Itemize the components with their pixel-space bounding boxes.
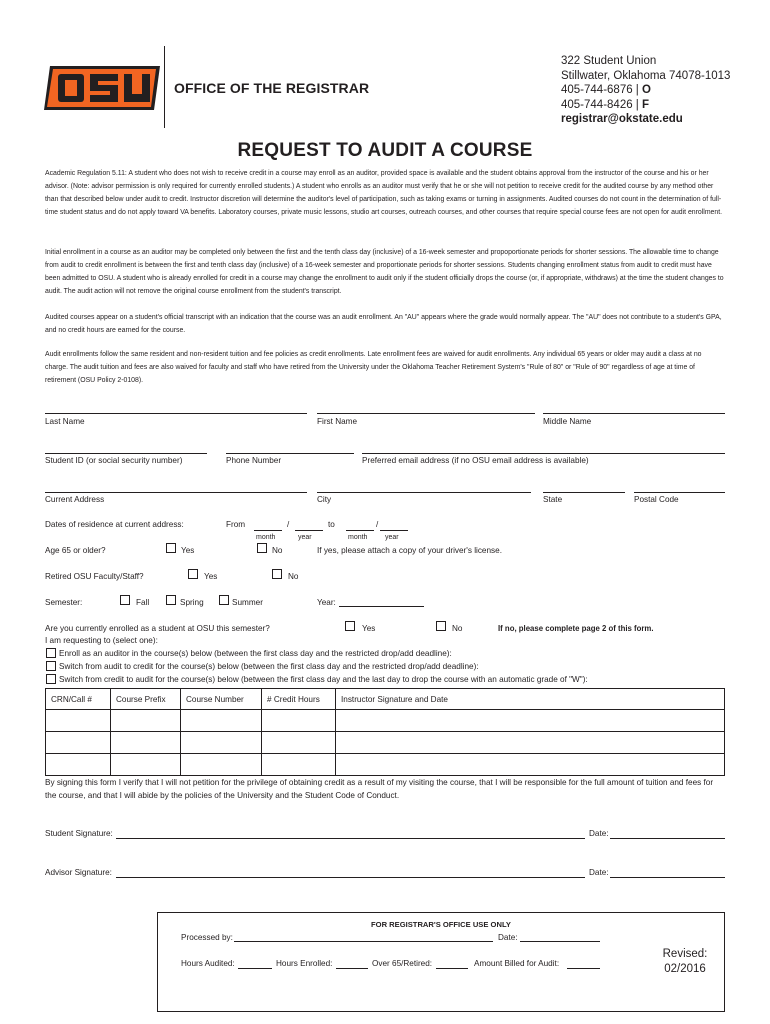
table-cell[interactable] bbox=[262, 754, 336, 776]
year-line[interactable] bbox=[339, 606, 424, 607]
hours-enrolled-label: Hours Enrolled: bbox=[276, 959, 333, 968]
requesting-label: I am requesting to (select one): bbox=[45, 636, 158, 645]
spring-label: Spring bbox=[180, 598, 204, 607]
table-cell[interactable] bbox=[46, 754, 111, 776]
spring-checkbox[interactable] bbox=[166, 595, 176, 605]
age65-yes-label: Yes bbox=[181, 546, 195, 555]
page2-note: If no, please complete page 2 of this form. bbox=[498, 624, 654, 633]
table-row bbox=[46, 754, 725, 776]
postal-code-label: Postal Code bbox=[634, 495, 679, 504]
amount-billed-label: Amount Billed for Audit: bbox=[474, 959, 560, 968]
age65-label: Age 65 or older? bbox=[45, 546, 106, 555]
hours-audited-label: Hours Audited: bbox=[181, 959, 235, 968]
table-cell[interactable] bbox=[111, 732, 181, 754]
semester-label: Semester: bbox=[45, 598, 83, 607]
retired-yes-checkbox[interactable] bbox=[188, 569, 198, 579]
student-id-label: Student ID (or social security number) bbox=[45, 456, 183, 465]
phone-number-label: Phone Number bbox=[226, 456, 282, 465]
retired-label: Retired OSU Faculty/Staff? bbox=[45, 572, 144, 581]
from-slash: / bbox=[287, 520, 290, 529]
city-line[interactable] bbox=[317, 492, 531, 493]
retired-no-checkbox[interactable] bbox=[272, 569, 282, 579]
office-date-label: Date: bbox=[498, 933, 518, 942]
option-enroll-auditor-checkbox[interactable] bbox=[46, 648, 56, 658]
retired-yes-label: Yes bbox=[204, 572, 218, 581]
license-note: If yes, please attach a copy of your driver's license. bbox=[317, 546, 502, 555]
enrolled-no-checkbox[interactable] bbox=[436, 621, 446, 631]
office-date-line[interactable] bbox=[520, 941, 600, 942]
state-label: State bbox=[543, 495, 563, 504]
fall-label: Fall bbox=[136, 598, 150, 607]
to-slash: / bbox=[376, 520, 379, 529]
current-address-line[interactable] bbox=[45, 492, 307, 493]
age65-no-label: No bbox=[272, 546, 283, 555]
header-crn: CRN/Call # bbox=[46, 689, 111, 710]
last-name-label: Last Name bbox=[45, 417, 85, 426]
from-label: From bbox=[226, 520, 246, 529]
paragraph-regulation: Academic Regulation 5.11: A student who does not wish to receive credit in a course may enroll as an auditor, provided space is available and the student obtains approval from the instructor of the course and his or her advisor. (Note: advisor permission is only required for currently enrolled students.) A student who enrolls as an auditor must verify that he or she will not petition to receive credit for the audited course by any method other than that described below under audit to credit. Instructor discretion will determine the auditor's level of participation, such as taking exams or turning in assignments. Audited courses do not count in the determination of full-time student status and do not apply toward VA benefits. Laboratory courses, private music lessons, studio art courses, outreach courses, and other courses that require special course fees are not open for audit enrollment. bbox=[45, 170, 723, 216]
enrolled-yes-label: Yes bbox=[362, 624, 376, 633]
revised-label: Revised: bbox=[662, 948, 708, 960]
paragraph-enrollment: Initial enrollment in a course as an auditor may be completed only between the first and the tenth class day (inclusive) of a 16-week semester and propoportionate periods for shorter sessions. The allowable time to change from audit to credit enrollment is between the first and tenth class day (inclusive) of a 16-week semester and proportionate periods for shorter sessions. Students changing enrollment status from audit to credit must have been admitted to OSU. A student who is already enrolled for credit in a course may change the enrollment to audit only if the student officially drops the course (or, if appropriate, withdraws) at the time the student changes to audit. The audit action will not remove the original course enrollment from the student's transcript. bbox=[45, 249, 724, 295]
header-course-number: Course Number bbox=[181, 689, 262, 710]
fall-checkbox[interactable] bbox=[120, 595, 130, 605]
option-credit-to-audit-checkbox[interactable] bbox=[46, 674, 56, 684]
option-credit-to-audit-label: Switch from credit to audit for the course(s) below (between the first class day and the last day to drop the course with an automatic grade of "W"): bbox=[59, 675, 588, 684]
fax-suffix: F bbox=[642, 98, 650, 111]
header-instructor-signature: Instructor Signature and Date bbox=[336, 689, 725, 710]
student-date-label: Date: bbox=[589, 829, 609, 838]
form-title: REQUEST TO AUDIT A COURSE bbox=[237, 140, 533, 161]
over65-label: Over 65/Retired: bbox=[372, 959, 433, 968]
table-cell[interactable] bbox=[111, 710, 181, 732]
option-enroll-auditor-label: Enroll as an auditor in the course(s) below (between the first class day and the restricted drop/add deadline): bbox=[59, 649, 452, 658]
advisor-signature-line[interactable] bbox=[116, 877, 585, 878]
processed-by-label: Processed by: bbox=[181, 933, 233, 942]
student-date-line[interactable] bbox=[610, 838, 725, 839]
revised-note bbox=[640, 947, 730, 977]
option-audit-to-credit-label: Switch from audit to credit for the course(s) below (between the first class day and the restricted drop/add deadline): bbox=[59, 662, 479, 671]
middle-name-label: Middle Name bbox=[543, 417, 592, 426]
to-month-caption: month bbox=[348, 534, 368, 541]
table-cell[interactable] bbox=[336, 754, 725, 776]
hours-enrolled-line[interactable] bbox=[336, 968, 368, 969]
summer-checkbox[interactable] bbox=[219, 595, 229, 605]
from-year-line[interactable] bbox=[295, 530, 323, 531]
retired-no-label: No bbox=[288, 572, 299, 581]
email-label: Preferred email address (if no OSU email address is available) bbox=[362, 456, 589, 465]
advisor-date-line[interactable] bbox=[610, 877, 725, 878]
office-title: OFFICE OF THE REGISTRAR bbox=[174, 80, 370, 96]
summer-label: Summer bbox=[232, 598, 263, 607]
address-line-1: 322 Student Union bbox=[561, 55, 657, 67]
state-line[interactable] bbox=[543, 492, 625, 493]
last-name-line[interactable] bbox=[45, 413, 307, 414]
table-cell[interactable] bbox=[181, 710, 262, 732]
first-name-line[interactable] bbox=[317, 413, 535, 414]
option-audit-to-credit-checkbox[interactable] bbox=[46, 661, 56, 671]
from-year-caption: year bbox=[298, 534, 312, 541]
header-divider bbox=[164, 46, 165, 128]
current-address-label: Current Address bbox=[45, 495, 105, 504]
dates-residence-label: Dates of residence at current address: bbox=[45, 520, 184, 529]
email-address[interactable]: registrar@okstate.edu bbox=[561, 113, 683, 125]
to-year-line[interactable] bbox=[380, 530, 408, 531]
middle-name-line[interactable] bbox=[543, 413, 725, 414]
table-cell[interactable] bbox=[336, 732, 725, 754]
table-cell[interactable] bbox=[336, 710, 725, 732]
from-month-line[interactable] bbox=[254, 530, 282, 531]
over65-line[interactable] bbox=[436, 968, 468, 969]
to-label: to bbox=[328, 520, 335, 529]
advisor-date-label: Date: bbox=[589, 868, 609, 877]
fax-line bbox=[561, 98, 730, 113]
header-course-prefix: Course Prefix bbox=[111, 689, 181, 710]
hours-audited-line[interactable] bbox=[238, 968, 272, 969]
course-table-header bbox=[46, 689, 725, 710]
revised-date: 02/2016 bbox=[664, 963, 706, 975]
phone-number: 405-744-6876 | bbox=[561, 84, 642, 96]
header-credit-hours: # Credit Hours bbox=[262, 689, 336, 710]
table-cell[interactable] bbox=[46, 710, 111, 732]
amount-billed-line[interactable] bbox=[567, 968, 600, 969]
table-cell[interactable] bbox=[262, 732, 336, 754]
enrolled-yes-checkbox[interactable] bbox=[345, 621, 355, 631]
table-cell[interactable] bbox=[181, 732, 262, 754]
table-cell[interactable] bbox=[46, 732, 111, 754]
phone-number-line[interactable] bbox=[226, 453, 354, 454]
first-name-label: First Name bbox=[317, 417, 358, 426]
enrolled-question: Are you currently enrolled as a student at OSU this semester? bbox=[45, 624, 270, 633]
phone-line bbox=[561, 83, 730, 98]
table-cell[interactable] bbox=[181, 754, 262, 776]
paragraph-transcript: Audited courses appear on a student's official transcript with an indication that the course was an audit enrollment. An "AU" appears where the grade would normally appear. The "AU" does not contribute to a student's GPA, and no credit hours are earned for the course. bbox=[45, 314, 722, 334]
table-row bbox=[46, 732, 725, 754]
fax-number: 405-744-8426 | bbox=[561, 98, 642, 111]
course-table bbox=[45, 688, 725, 776]
student-signature-label: Student Signature: bbox=[45, 829, 113, 838]
office-address bbox=[561, 54, 730, 127]
age65-yes-checkbox[interactable] bbox=[166, 543, 176, 553]
processed-by-line[interactable] bbox=[234, 941, 493, 942]
advisor-signature-label: Advisor Signature: bbox=[45, 868, 112, 877]
table-row bbox=[46, 710, 725, 732]
table-cell[interactable] bbox=[111, 754, 181, 776]
city-label: City bbox=[317, 495, 332, 504]
phone-suffix: O bbox=[642, 84, 651, 96]
office-use-title: FOR REGISTRAR'S OFFICE USE ONLY bbox=[371, 920, 511, 929]
table-cell[interactable] bbox=[262, 710, 336, 732]
age65-no-checkbox[interactable] bbox=[257, 543, 267, 553]
address-line-2: Stillwater, Oklahoma 74078-1013 bbox=[561, 69, 731, 82]
postal-code-line[interactable] bbox=[634, 492, 725, 493]
signing-statement: By signing this form I verify that I will not petition for the privilege of obtaining credit as a result of my visiting the course, that I will be responsible for the full amount of tuition and fees for the course, and that I will abide by the policies of the University and the Student Code of Conduct. bbox=[45, 778, 714, 800]
paragraph-tuition: Audit enrollments follow the same resident and non-resident tuition and fee policies as credit enrollments. Late enrollment fees are waived for audit enrollments. Any individual 65 years or older may audit a class at no charge. The audit tuition and fees are also waived for faculty and staff who have retired from the University under the Oklahoma Teacher Retirement System's "Rule of 80" or "Rule of 90" regardless of age at time of retirement (OSU Policy 2-0108). bbox=[45, 351, 702, 384]
osu-logo bbox=[44, 62, 162, 114]
student-signature-line[interactable] bbox=[116, 838, 585, 839]
email-line[interactable] bbox=[362, 453, 725, 454]
from-month-caption: month bbox=[256, 534, 276, 541]
to-year-caption: year bbox=[385, 534, 399, 541]
enrolled-no-label: No bbox=[452, 624, 463, 633]
year-label: Year: bbox=[317, 598, 336, 607]
to-month-line[interactable] bbox=[346, 530, 374, 531]
student-id-line[interactable] bbox=[45, 453, 207, 454]
